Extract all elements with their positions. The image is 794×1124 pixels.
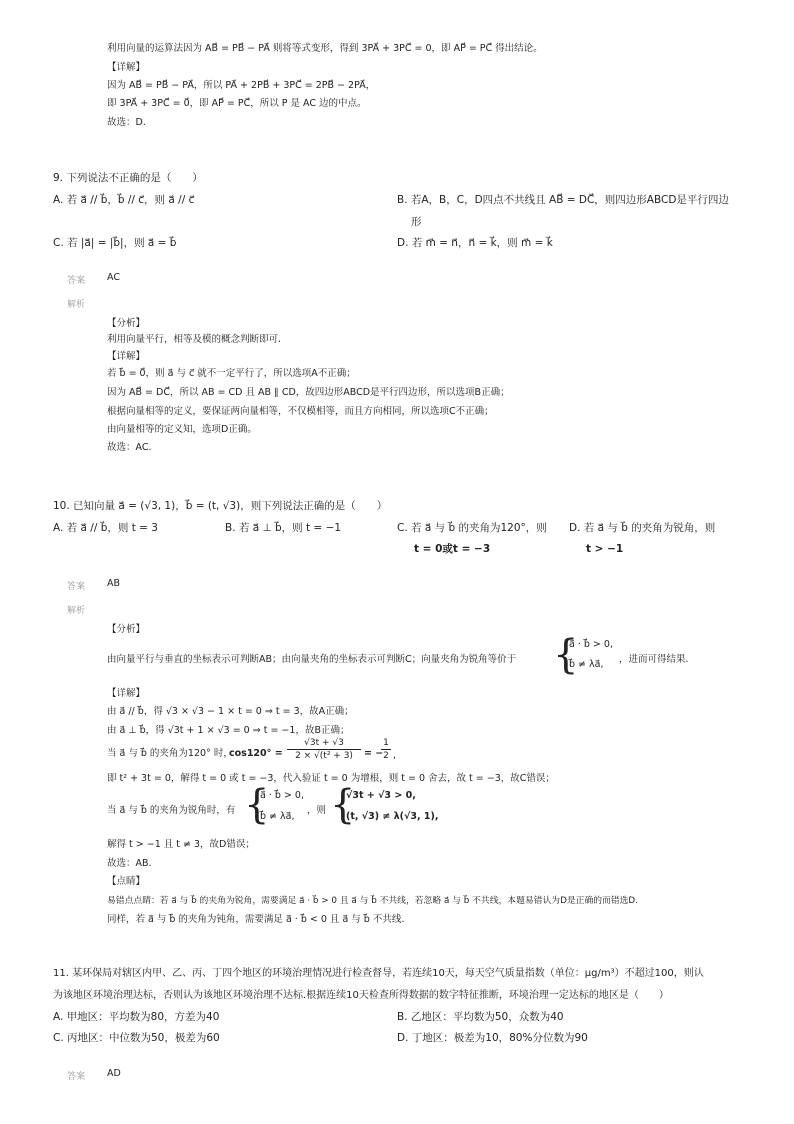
q9-option-b-cont: 形	[411, 216, 422, 228]
q10-analysis-label: 解析	[67, 606, 86, 616]
top-line-1: 利用向量的运算法因为 AB⃗ = PB⃗ − PA⃗ 则将等式变形，得到 3PA⃗ + 3PC⃗ = 0，即 AP⃗ = PC⃗ 得出结论。	[107, 43, 543, 54]
q10-analysis-8: 当 a⃗ 与 b⃗ 的夹角为锐角时，有	[107, 805, 236, 816]
q10-system-brace-3: {	[330, 782, 356, 828]
q9-analysis-7: 由向量相等的定义知，选项D正确。	[107, 424, 257, 435]
q10-analysis-10: 故选：AB.	[107, 858, 152, 869]
q9-analysis-label: 解析	[67, 300, 86, 310]
top-line-3: 因为 AB⃗ = PB⃗ − PA⃗，所以 PA⃗ + 2PB⃗ + 3PC⃗ = 2PB⃗ − 2PA⃗，	[107, 80, 376, 91]
q10-option-d-cont: t > −1	[586, 543, 624, 555]
q10-option-d: D. 若 a⃗ 与 b⃗ 的夹角为锐角，则	[569, 522, 716, 534]
q11-option-c: C. 丙地区：中位数为50，极差为60	[53, 1032, 220, 1044]
q9-analysis-3: 【详解】	[107, 351, 146, 362]
q10-analysis-5: 由 a⃗ ⊥ b⃗，得 √3t + 1 × √3 = 0 ⇒ t = −1，故B正确；	[107, 725, 350, 736]
q9-answer-label: 答案	[67, 276, 86, 286]
q10-system-brace-2: {	[244, 782, 270, 828]
q9-option-d: D. 若 m⃗ = n⃗，n⃗ = k⃗，则 m⃗ = k⃗	[397, 237, 553, 249]
q10-equals-minus: = −	[364, 748, 384, 759]
q10-fraction-numerator: √3t + √3	[287, 738, 361, 750]
q11-option-d: D. 丁地区：极差为10，80%分位数为90	[397, 1032, 588, 1044]
q10-cos-lhs: cos120° =	[229, 748, 283, 759]
q10-option-a: A. 若 a⃗ // b⃗，则 t = 3	[53, 522, 158, 534]
q10-option-c-cont: t = 0或t = −3	[414, 543, 491, 555]
q9-answer: AC	[107, 272, 120, 283]
q10-analysis-4: 由 a⃗ // b⃗，得 √3 × √3 − 1 × t = 0 ⇒ t = 3，故A正确；	[107, 706, 354, 717]
q10-system-1-eq-1: a⃗ · b⃗ > 0,	[569, 639, 613, 650]
q10-analysis-6: 当 a⃗ 与 b⃗ 的夹角为120° 时，	[107, 748, 233, 759]
q11-answer-label: 答案	[67, 1072, 86, 1082]
q10-system-2-eq-2: b⃗ ≠ λa⃗,	[260, 811, 295, 822]
q10-option-b: B. 若 a⃗ ⊥ b⃗，则 t = −1	[225, 522, 342, 534]
q10-stem: 10. 已知向量 a⃗ = (√3, 1)，b⃗ = (t, √3)，则下列说法正确的是（ ）	[53, 500, 388, 512]
q10-analysis-3: 【详解】	[107, 688, 146, 699]
top-line-2: 【详解】	[107, 62, 146, 73]
q10-comma: ,	[393, 750, 397, 761]
q10-analysis-1: 【分析】	[107, 624, 146, 635]
q11-option-a: A. 甲地区：平均数为80，方差为40	[53, 1011, 220, 1023]
q10-analysis-2: 由向量平行与垂直的坐标表示可判断AB；由向量夹角的坐标表示可判断C；向量夹角为锐角等价于	[107, 654, 517, 665]
q9-option-a: A. 若 a⃗ // b⃗，b⃗ // c⃗，则 a⃗ // c⃗	[53, 194, 195, 206]
q9-analysis-6: 根据向量相等的定义，要保证两向量相等，不仅模相等，而且方向相同，所以选项C不正确；	[107, 406, 494, 417]
q10-system-3-eq-2: (t, √3) ≠ λ(√3, 1),	[346, 811, 439, 822]
q10-system-1-eq-2: b⃗ ≠ λa⃗,	[569, 659, 604, 670]
top-line-4: 即 3PA⃗ + 3PC⃗ = 0⃗，即 AP⃗ = PC⃗，所以 P 是 AC 边的中点。	[107, 98, 367, 109]
q10-analysis-2-tail: ，进而可得结果.	[619, 654, 689, 665]
q10-half-denominator: 2	[383, 751, 389, 761]
q11-stem-1: 11. 某环保局对辖区内甲、乙、丙、丁四个地区的环境治理情况进行检查督导，若连续10天，每天空气质量指数（单位：μg/m³）不超过100，则认	[53, 968, 704, 979]
q10-analysis-9: 解得 t > −1 且 t ≠ 3，故D错误；	[107, 839, 255, 850]
q9-option-c: C. 若 |a⃗| = |b⃗|，则 a⃗ = b⃗	[53, 237, 177, 249]
top-line-5: 故选：D.	[107, 117, 146, 128]
q9-analysis-8: 故选：AC.	[107, 442, 152, 453]
q11-option-b: B. 乙地区：平均数为50，众数为40	[397, 1011, 564, 1023]
q10-analysis-13: 同样，若 a⃗ 与 b⃗ 的夹角为钝角，需要满足 a⃗ · b⃗ < 0 且 a⃗ 与 b⃗ 不共线.	[107, 914, 405, 925]
q10-answer: AB	[107, 578, 121, 589]
q9-stem: 9. 下列说法不正确的是（ ）	[53, 172, 203, 184]
q10-system-2-eq-1: a⃗ · b⃗ > 0,	[260, 790, 304, 801]
q10-fraction-denominator: 2 × √(t² + 3)	[295, 751, 353, 761]
q10-analysis-11: 【点睛】	[107, 876, 146, 887]
q11-answer: AD	[107, 1068, 121, 1079]
q9-analysis-1: 【分析】	[107, 318, 146, 329]
q10-system-3-eq-1: √3t + √3 > 0,	[346, 790, 416, 801]
q9-analysis-5: 因为 AB⃗ = DC⃗，所以 AB = CD 且 AB ∥ CD，故四边形ABCD是平行四边形，所以选项B正确；	[107, 387, 510, 398]
q9-option-b: B. 若A，B，C，D四点不共线且 AB⃗ = DC⃗，则四边形ABCD是平行四边	[397, 194, 729, 206]
q11-stem-2: 为该地区环境治理达标，否则认为该地区环境治理不达标.根据连续10天检查所得数据的数字特征推断，环境治理一定达标的地区是（ ）	[53, 990, 669, 1001]
q10-system-brace-1: {	[553, 632, 579, 678]
q9-analysis-2: 利用向量平行，相等及模的概念判断即可.	[107, 334, 282, 345]
q10-answer-label: 答案	[67, 582, 86, 592]
q10-then: ，则	[307, 805, 327, 816]
q10-analysis-7: 即 t² + 3t = 0，解得 t = 0 或 t = −3，代入验证 t = 0 为增根，则 t = 0 舍去，故 t = −3，故C错误；	[107, 773, 555, 784]
q9-analysis-4: 若 b⃗ = 0⃗，则 a⃗ 与 c⃗ 就不一定平行了，所以选项A不正确；	[107, 368, 356, 379]
q10-half-numerator: 1	[381, 738, 391, 750]
q10-option-c: C. 若 a⃗ 与 b⃗ 的夹角为120°，则	[397, 522, 547, 534]
q10-analysis-12: 易错点点睛：若 a⃗ 与 b⃗ 的夹角为锐角，需要满足 a⃗ · b⃗ > 0 且 a⃗ 与 b⃗ 不共线，若忽略 a⃗ 与 b⃗ 不共线，本题易错认为D是正确的而错选D.	[107, 896, 638, 906]
